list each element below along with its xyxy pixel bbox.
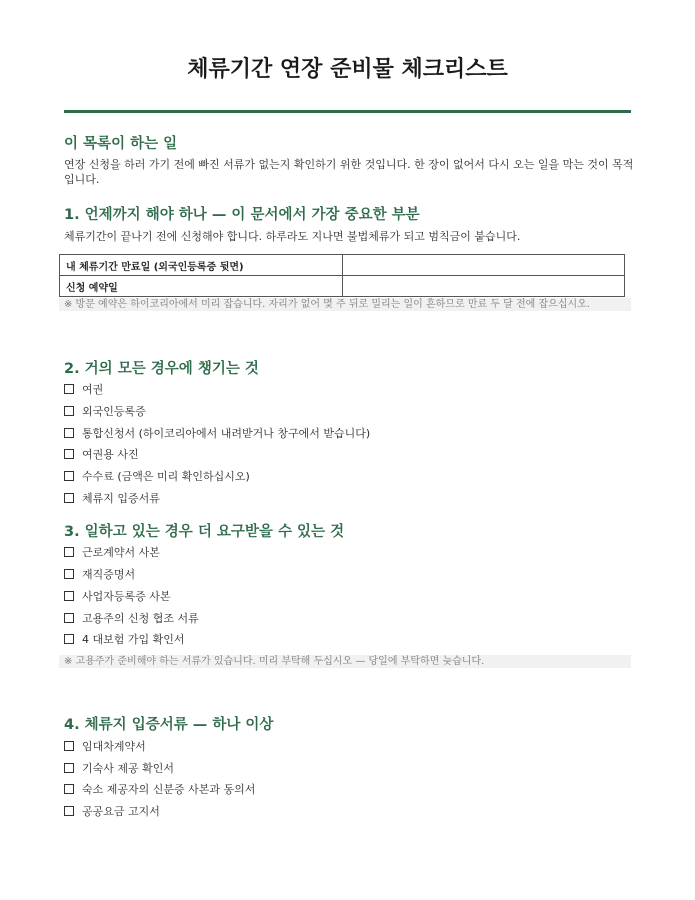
checklist-item-label: 수수료 (금액은 미리 확인하십시오)	[82, 470, 250, 483]
checklist-item-label: 4 대보험 가입 확인서	[82, 633, 185, 646]
checklist-item	[64, 546, 160, 560]
checklist-item-label: 여권용 사진	[82, 448, 139, 461]
checklist-item-label: 체류지 입증서류	[82, 492, 160, 505]
checkbox[interactable]	[64, 784, 74, 794]
expiry-date-field[interactable]	[343, 255, 625, 276]
checklist-item	[64, 762, 174, 776]
checklist-item-label: 통합신청서 (하이코리아에서 내려받거나 창구에서 받습니다)	[82, 427, 371, 440]
checklist-item	[64, 405, 146, 419]
checkbox[interactable]	[64, 384, 74, 394]
checkbox[interactable]	[64, 806, 74, 816]
checklist-item	[64, 492, 160, 506]
table-row	[60, 255, 625, 276]
checkbox[interactable]	[64, 449, 74, 459]
intro-text: 연장 신청을 하러 가기 전에 빠진 서류가 없는지 확인하기 위한 것입니다. 한 장이 없어서 다시 오는 일을 막는 것이 목적입니다.	[64, 158, 634, 186]
checklist-item	[64, 783, 255, 797]
checklist-item	[64, 740, 146, 754]
checklist-item	[64, 612, 199, 626]
deadline-heading: 1. 언제까지 해야 하나 — 이 문서에서 가장 중요한 부분	[64, 207, 420, 223]
checklist-item-label: 여권	[82, 383, 104, 396]
appointment-date-field[interactable]	[343, 276, 625, 297]
work-note: ※ 고용주가 준비해야 하는 서류가 있습니다. 미리 부탁해 두십시오 — 당일에 부탁하면 늦습니다.	[59, 655, 631, 668]
checklist-item-label: 숙소 제공자의 신분증 사본과 동의서	[82, 783, 256, 796]
document-title: 체류기간 연장 준비물 체크리스트	[187, 57, 508, 82]
checkbox[interactable]	[64, 547, 74, 557]
checklist-item	[64, 590, 171, 604]
intro-heading: 이 목록이 하는 일	[64, 136, 178, 152]
checklist-item	[64, 427, 370, 441]
checkbox[interactable]	[64, 591, 74, 601]
checkbox[interactable]	[64, 493, 74, 503]
checklist-item	[64, 805, 160, 819]
checklist-item	[64, 470, 250, 484]
checklist-item-label: 임대차계약서	[82, 740, 146, 753]
checkbox[interactable]	[64, 428, 74, 438]
deadline-note: ※ 방문 예약은 하이코리아에서 미리 잡습니다. 자리가 없어 몇 주 뒤로 밀리는 일이 흔하므로 만료 두 달 전에 잡으십시오.	[59, 298, 631, 311]
table-row	[60, 276, 625, 297]
checklist-item	[64, 633, 185, 647]
checkbox[interactable]	[64, 741, 74, 751]
deadline-table	[59, 254, 625, 297]
checklist-item-label: 외국인등록증	[82, 405, 146, 418]
work-heading: 3. 일하고 있는 경우 더 요구받을 수 있는 것	[64, 524, 345, 540]
checklist-item-label: 고용주의 신청 협조 서류	[82, 612, 199, 625]
residence-heading: 4. 체류지 입증서류 — 하나 이상	[64, 717, 274, 733]
checklist-item	[64, 568, 135, 582]
checkbox[interactable]	[64, 406, 74, 416]
checkbox[interactable]	[64, 634, 74, 644]
checklist-item-label: 공공요금 고지서	[82, 805, 160, 818]
checklist-item-label: 근로계약서 사본	[82, 546, 160, 559]
checklist-item-label: 기숙사 제공 확인서	[82, 762, 175, 775]
checkbox[interactable]	[64, 569, 74, 579]
deadline-text: 체류기간이 끝나기 전에 신청해야 합니다. 하루라도 지나면 불법체류가 되고 범칙금이 붙습니다.	[64, 230, 521, 243]
common-heading: 2. 거의 모든 경우에 챙기는 것	[64, 361, 259, 377]
checklist-item	[64, 448, 139, 462]
checkbox[interactable]	[64, 613, 74, 623]
checklist-item-label: 재직증명서	[82, 568, 136, 581]
checklist-item	[64, 383, 103, 397]
expiry-date-label: 내 체류기간 만료일 (외국인등록증 뒷면)	[60, 255, 343, 276]
title-divider	[64, 110, 631, 113]
checkbox[interactable]	[64, 471, 74, 481]
appointment-date-label: 신청 예약일	[60, 276, 343, 297]
checkbox[interactable]	[64, 763, 74, 773]
checklist-item-label: 사업자등록증 사본	[82, 590, 171, 603]
